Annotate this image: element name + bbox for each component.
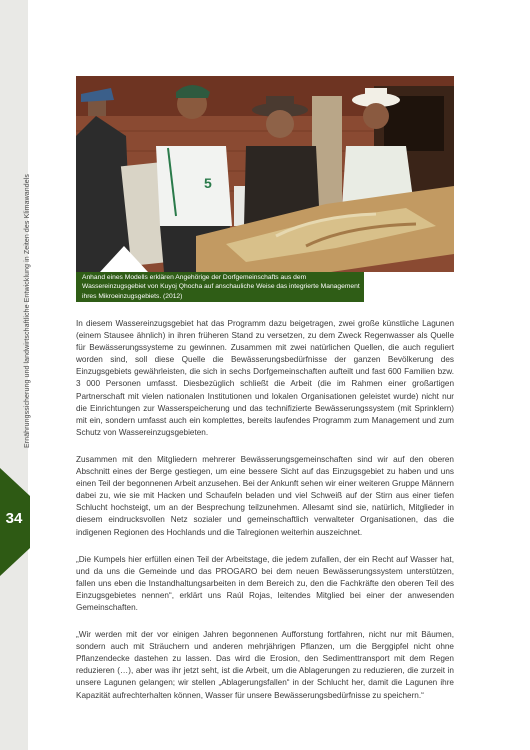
paragraph: „Wir werden mit der vor einigen Jahren begonnenen Aufforstung fortfahren, nicht nur mit Bäumen, sondern auch mit Sträuchern und anderen mehrjährigen Pflanzen, um die Berggipfel nicht ohne Pflanzendecke dastehen zu lassen. Das wird die Erosion, den Sedimenttransport mit dem Regen reduzieren (…), aber was ihr jetzt seht, ist die Arbeit, um die Ablagerungen zu reduzieren, die zurzeit in unsere Lagunen gelangen; wir stellen „Ablagerungsfallen“ in der Schlucht her, damit die Lagunen ihre Kapazität aufrechterhalten können, Wasser für unsere Bewässerungsbedürfnisse zu speichern.“ [76, 630, 454, 700]
body-text [76, 318, 454, 717]
figure-photo [76, 76, 454, 272]
paragraph: Zusammen mit den Mitgliedern mehrerer Bewässerungsgemeinschaften sind wir auf den oberen Abschnitt eines der Berge gestiegen, um eine bessere Sicht auf das Einzugsgebiet zu haben und uns einen Teil der begonnenen Arbeit anzusehen. Bei der Ankunft sehen wir einer weiteren Gruppe Männern dabei zu, wie sie mit Hacken und Schaufeln beladen und viel Schweiß auf der Stirn aus einer tiefen Schlucht hochsteigt, um an der Besprechung teilzunehmen. Allesamt sind sie, natürlich, Mitglieder in diesem eindrucksvollen Netz sozialer und gemeinschaftlich verwalteter Organisationen, das die indigenen Regionen des Hochlands und die Talregionen weiterhin auszeichnet. [76, 454, 454, 537]
page-number: 34 [5, 510, 23, 527]
paragraph: „Die Kumpels hier erfüllen einen Teil der Arbeitstage, die jedem zufallen, der ein Recht auf Wasser hat, und da uns die Gemeinde und das PROGARO bei dem neuen Bewässerungssystem unterstützen, fallen uns eben die Instandhaltungsarbeiten in dem Bereich zu, den die Fachkräfte den oberen Teil des Einzugsgebietes nennen“, erklärt uns Raúl Rojas, leitendes Mitglied bei einer der anwesenden Gemeinschaften. [76, 554, 454, 612]
paragraph: In diesem Wassereinzugsgebiet hat das Programm dazu beigetragen, zwei große künstliche Lagunen (einem Stausee ähnlich) in ihren früheren Stand zu versetzen, zu dem Zweck Regenwasser als Quelle für Bewässerungssysteme zu gewinnen. Zusammen mit zwei natürlichen Quellen, die auch reguliert worden sind, soll diese Quelle die Bewässerungsbedürfnisse der ganzen Bevölkerung des Einzugsgebiets gewährleisten, die sich in sechs Dorfgemeinschaften aufteilt und fast 600 Familien bzw. 3 000 Personen umfasst. Diesbezüglich schließt die Arbeit (die im Rahmen einer großartigen Partnerschaft mit vielen nationalen Institutionen und lokalen Organisationen geleistet wurde) nicht nur die Einrichtungen zur Wasserspeicherung und das technifizierte Bewässerungssystem (mit Sprinklern) mit ein, sondern umfasst auch ein komplettes, bereits laufendes Programm zum Management und zum Schutz von Wassereinzugsgebieten. [76, 319, 454, 437]
figure-caption: Anhand eines Modells erklären Angehörige der Dorfgemeinschafts aus dem Wassereinzugsgebiet von Kuyoj Qhocha auf anschauliche Weise das integrierte Management ihres Mikroeinzugsgebiets. (2012) [76, 272, 364, 302]
running-title: Ernährungssicherung und landwirtschaftliche Entwicklung in Zeiten des Klimawandels [24, 174, 31, 448]
jersey-number: 5 [204, 175, 212, 191]
